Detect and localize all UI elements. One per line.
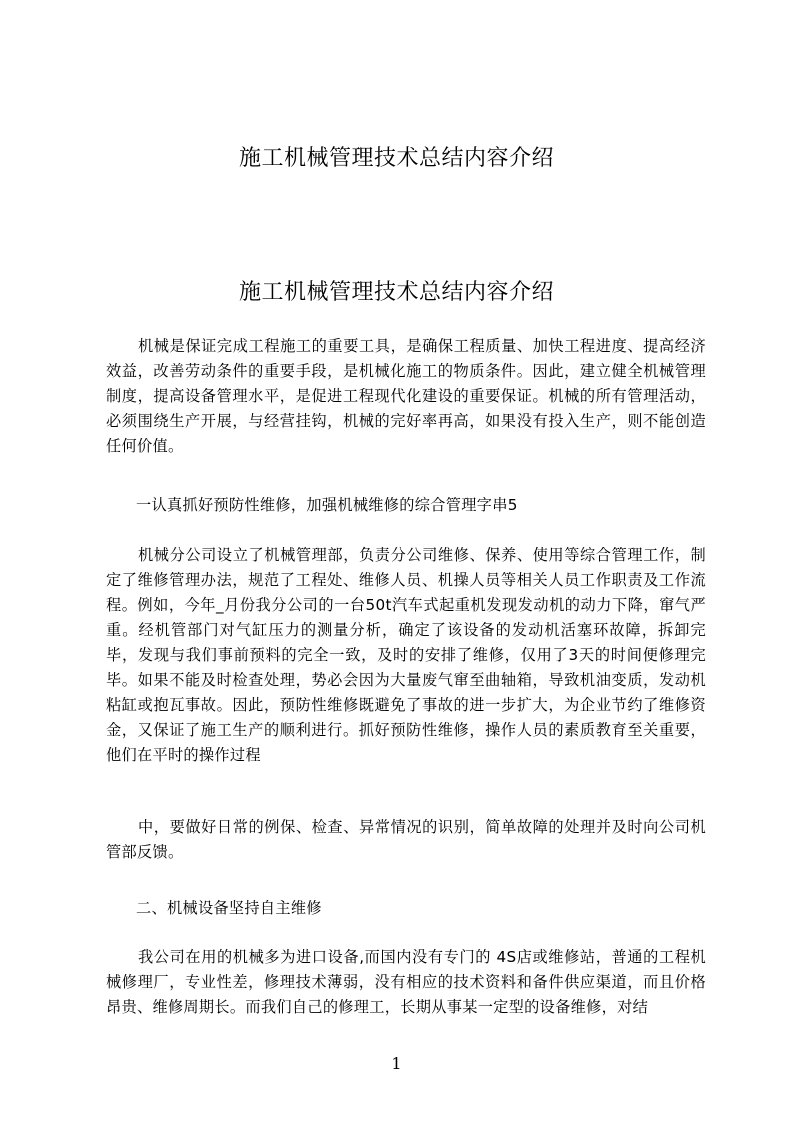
section-1-paragraph-2: 中，要做好日常的例保、检查、异常情况的识别，简单故障的处理并及时向公司机管部反馈。 [106, 818, 706, 861]
section-1-paragraph-1: 机械分公司设立了机械管理部，负责分公司维修、保养、使用等综合管理工作，制定了维修管理办法，规范了工程处、维修人员、机操人员等相关人员工作职责及工作流程。例如，今年_月份我分公司的一台50t汽车式起重机发现发动机的动力下降，窜气严重。经机管部门对气缸压力的测量分析，确定了该设备的发动机活塞环故障，拆卸完毕，发现与我们事前预料的完全一致，及时的安排了维修，仅用了3天的时间便修理完毕。如果不能及时检查处理，势必会因为大量废气窜至曲轴箱，导致机油变质，发动机粘缸或抱瓦事故。因此，预防性维修既避免了事故的进一步扩大，为企业节约了维修资金，又保证了施工生产的顺利进行。抓好预防性维修，操作人员的素质教育至关重要，他们在平时的操作过程 [106, 546, 706, 764]
section-2-paragraph-1: 我公司在用的机械多为进口设备,而国内没有专门的 4S店或维修站，普通的工程机械修理厂，专业性差，修理技术薄弱，没有相应的技术资料和备件供应渠道，而且价格昂贵、维修周期长。而我们自己的修理工，长期从事某一定型的设备维修，对结 [106, 948, 706, 1016]
document-title-top: 施工机械管理技术总结内容介绍 [238, 146, 554, 171]
page-number: 1 [391, 1054, 402, 1073]
section-1-heading: 一认真抓好预防性维修，加强机械维修的综合管理字串5 [136, 496, 518, 514]
section-2-heading: 二、机械设备坚持自主维修 [136, 899, 322, 917]
document-title-main: 施工机械管理技术总结内容介绍 [238, 280, 554, 305]
intro-paragraph: 机械是保证完成工程施工的重要工具，是确保工程质量、加快工程进度、提高经济效益，改善劳动条件的重要手段，是机械化施工的物质条件。因此，建立健全机械管理制度，提高设备管理水平，是促进工程现代化建设的重要保证。机械的所有管理活动，必须围绕生产开展，与经营挂钩，机械的完好率再高，如果没有投入生产，则不能创造任何价值。 [106, 337, 706, 455]
